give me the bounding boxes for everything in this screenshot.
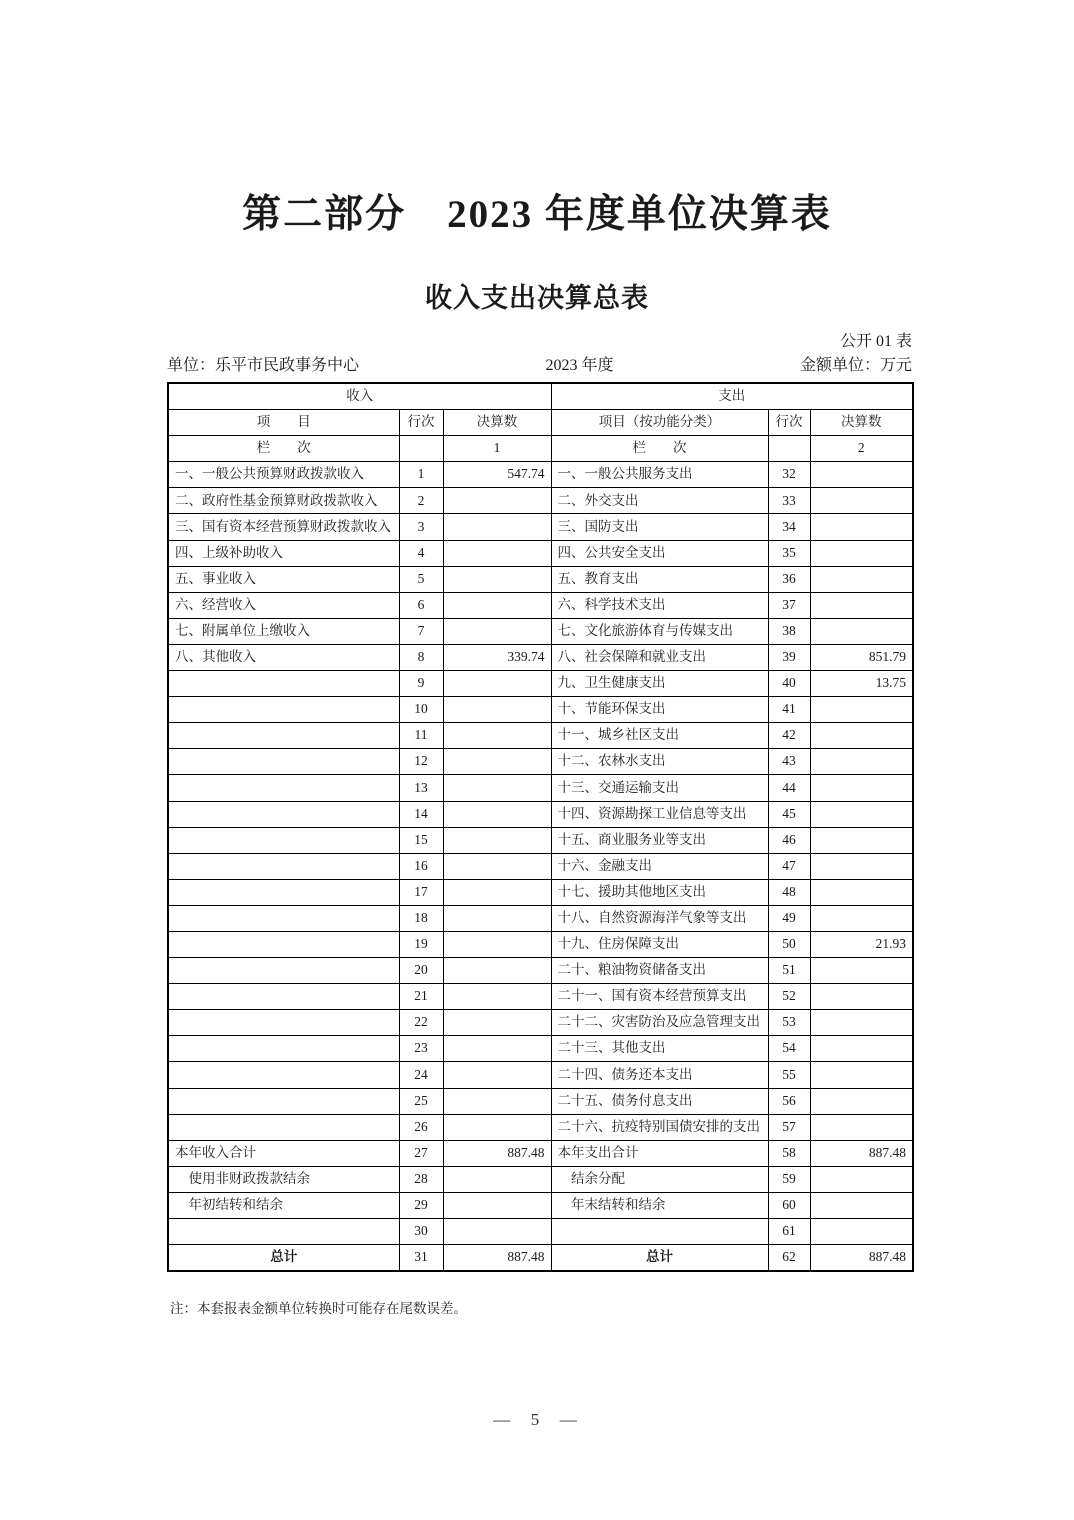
expense-item-cell: 十、节能环保支出: [551, 697, 768, 723]
income-expense-summary-table: [167, 382, 914, 1272]
expense-line-cell: 36: [768, 566, 810, 592]
table-title: 收入支出决算总表: [425, 283, 649, 313]
income-item-cell: [168, 1088, 399, 1114]
expense-lanci-line-cell: [768, 436, 810, 462]
expense-item-cell: 年末结转和结余: [551, 1192, 768, 1218]
income-value-cell: [443, 1219, 551, 1245]
income-line-cell: 23: [399, 1036, 443, 1062]
income-line-cell: 6: [399, 592, 443, 618]
income-item-cell: 六、经营收入: [168, 592, 399, 618]
expense-line-cell: 35: [768, 540, 810, 566]
income-item-cell: 四、上级补助收入: [168, 540, 399, 566]
income-line-column-header: 行次: [399, 410, 443, 436]
expense-value-column-header: 决算数: [810, 410, 913, 436]
income-value-cell: [443, 1192, 551, 1218]
expense-item-cell: 十四、资源勘探工业信息等支出: [551, 801, 768, 827]
expense-value-cell: [810, 749, 913, 775]
income-line-cell: 7: [399, 618, 443, 644]
income-value-cell: [443, 566, 551, 592]
expense-line-cell: 51: [768, 958, 810, 984]
table-row: [168, 1114, 913, 1140]
income-value-cell: [443, 749, 551, 775]
income-value-cell: [443, 1166, 551, 1192]
table-row: [168, 879, 913, 905]
income-value-cell: [443, 723, 551, 749]
expense-value-cell: [810, 514, 913, 540]
income-line-cell: 28: [399, 1166, 443, 1192]
expense-value-cell: [810, 1114, 913, 1140]
income-item-cell: 三、国有资本经营预算财政拨款收入: [168, 514, 399, 540]
expense-value-cell: [810, 801, 913, 827]
income-item-cell: 五、事业收入: [168, 566, 399, 592]
expense-value-cell: [810, 1062, 913, 1088]
income-value-cell: 887.48: [443, 1245, 551, 1272]
table-total-row: [168, 1245, 913, 1272]
expense-item-cell: 五、教育支出: [551, 566, 768, 592]
income-line-cell: 11: [399, 723, 443, 749]
income-line-cell: 14: [399, 801, 443, 827]
income-value-cell: [443, 853, 551, 879]
expense-value-cell: [810, 958, 913, 984]
income-item-cell: [168, 1010, 399, 1036]
expense-value-cell: 21.93: [810, 931, 913, 957]
expense-value-cell: [810, 697, 913, 723]
income-value-cell: [443, 1088, 551, 1114]
expense-item-cell: 九、卫生健康支出: [551, 671, 768, 697]
expense-item-cell: 一、一般公共服务支出: [551, 462, 768, 488]
public-table-label: 公开 01 表: [839, 333, 912, 350]
income-item-cell: 本年收入合计: [168, 1140, 399, 1166]
expense-value-cell: [810, 462, 913, 488]
expense-column-number: 2: [810, 436, 913, 462]
expense-item-cell: 本年支出合计: [551, 1140, 768, 1166]
income-item-cell: 七、附属单位上缴收入: [168, 618, 399, 644]
income-line-cell: 3: [399, 514, 443, 540]
income-item-cell: [168, 931, 399, 957]
expense-value-cell: [810, 853, 913, 879]
expense-item-cell: 八、社会保障和就业支出: [551, 644, 768, 670]
table-row: [168, 984, 913, 1010]
income-item-cell: [168, 749, 399, 775]
expense-line-cell: 42: [768, 723, 810, 749]
column-index-row: [168, 436, 913, 462]
expense-line-cell: 46: [768, 827, 810, 853]
expense-value-cell: 851.79: [810, 644, 913, 670]
expense-item-cell: 十五、商业服务业等支出: [551, 827, 768, 853]
expense-value-cell: [810, 879, 913, 905]
expense-item-cell: 二十五、债务付息支出: [551, 1088, 768, 1114]
expense-item-cell: 总计: [551, 1245, 768, 1272]
expense-line-cell: 33: [768, 488, 810, 514]
table-row: [168, 592, 913, 618]
income-section-header: 收入: [168, 383, 551, 410]
income-line-cell: 17: [399, 879, 443, 905]
expense-line-cell: 49: [768, 905, 810, 931]
income-item-cell: [168, 1036, 399, 1062]
table-row: [168, 723, 913, 749]
income-value-cell: [443, 801, 551, 827]
income-item-cell: 总计: [168, 1245, 399, 1272]
expense-item-cell: 结余分配: [551, 1166, 768, 1192]
table-row: [168, 1166, 913, 1192]
expense-line-cell: 48: [768, 879, 810, 905]
expense-line-cell: 40: [768, 671, 810, 697]
expense-item-cell: 二十一、国有资本经营预算支出: [551, 984, 768, 1010]
table-row: [168, 540, 913, 566]
expense-line-cell: 55: [768, 1062, 810, 1088]
income-column-number: 1: [443, 436, 551, 462]
income-line-cell: 15: [399, 827, 443, 853]
income-value-cell: 547.74: [443, 462, 551, 488]
expense-value-cell: [810, 1166, 913, 1192]
expense-value-cell: [810, 1219, 913, 1245]
table-row: [168, 905, 913, 931]
income-item-cell: [168, 775, 399, 801]
income-lanci-label: 栏 次: [168, 436, 399, 462]
table-row: [168, 671, 913, 697]
expense-item-cell: 四、公共安全支出: [551, 540, 768, 566]
income-item-cell: [168, 827, 399, 853]
income-value-cell: [443, 697, 551, 723]
expense-item-cell: 二十六、抗疫特别国债安排的支出: [551, 1114, 768, 1140]
table-row: [168, 488, 913, 514]
income-value-cell: [443, 1062, 551, 1088]
table-row: [168, 749, 913, 775]
expense-line-cell: 52: [768, 984, 810, 1010]
expense-line-cell: 50: [768, 931, 810, 957]
expense-value-cell: 887.48: [810, 1140, 913, 1166]
table-row: [168, 566, 913, 592]
expense-item-column-header: 项目（按功能分类）: [551, 410, 768, 436]
table-row: [168, 958, 913, 984]
income-line-cell: 19: [399, 931, 443, 957]
income-item-cell: 八、其他收入: [168, 644, 399, 670]
expense-line-cell: 53: [768, 1010, 810, 1036]
expense-item-cell: [551, 1219, 768, 1245]
expense-line-cell: 45: [768, 801, 810, 827]
expense-line-cell: 61: [768, 1219, 810, 1245]
table-row: [168, 827, 913, 853]
income-value-cell: [443, 1010, 551, 1036]
income-item-column-header: 项 目: [168, 410, 399, 436]
income-item-cell: 使用非财政拨款结余: [168, 1166, 399, 1192]
expense-item-cell: 二、外交支出: [551, 488, 768, 514]
income-item-cell: [168, 1062, 399, 1088]
income-value-cell: [443, 540, 551, 566]
income-line-cell: 13: [399, 775, 443, 801]
expense-item-cell: 十九、住房保障支出: [551, 931, 768, 957]
income-line-cell: 1: [399, 462, 443, 488]
expense-line-cell: 41: [768, 697, 810, 723]
expense-line-cell: 44: [768, 775, 810, 801]
income-item-cell: [168, 671, 399, 697]
expense-line-cell: 57: [768, 1114, 810, 1140]
expense-item-cell: 十一、城乡社区支出: [551, 723, 768, 749]
expense-item-cell: 二十三、其他支出: [551, 1036, 768, 1062]
income-value-cell: [443, 618, 551, 644]
income-value-cell: [443, 1114, 551, 1140]
income-line-cell: 25: [399, 1088, 443, 1114]
income-item-cell: [168, 801, 399, 827]
expense-line-cell: 39: [768, 644, 810, 670]
income-item-cell: [168, 984, 399, 1010]
table-row: [168, 618, 913, 644]
expense-value-cell: 13.75: [810, 671, 913, 697]
expense-line-cell: 43: [768, 749, 810, 775]
table-row: [168, 462, 913, 488]
expense-item-cell: 三、国防支出: [551, 514, 768, 540]
income-line-cell: 29: [399, 1192, 443, 1218]
income-item-cell: [168, 958, 399, 984]
expense-line-cell: 58: [768, 1140, 810, 1166]
income-item-cell: 二、政府性基金预算财政拨款收入: [168, 488, 399, 514]
expense-item-cell: 十二、农林水支出: [551, 749, 768, 775]
expense-line-cell: 54: [768, 1036, 810, 1062]
income-line-cell: 31: [399, 1245, 443, 1272]
income-value-cell: [443, 488, 551, 514]
expense-item-cell: 二十、粮油物资储备支出: [551, 958, 768, 984]
expense-line-cell: 56: [768, 1088, 810, 1114]
column-header-row: [168, 410, 913, 436]
expense-item-cell: 十八、自然资源海洋气象等支出: [551, 905, 768, 931]
income-value-cell: 887.48: [443, 1140, 551, 1166]
table-meta-row: [167, 352, 912, 375]
table-row: [168, 931, 913, 957]
income-value-cell: [443, 905, 551, 931]
amount-unit-label: 金额单位：万元: [799, 357, 912, 374]
expense-item-cell: 七、文化旅游体育与传媒支出: [551, 618, 768, 644]
income-line-cell: 24: [399, 1062, 443, 1088]
unit-label: 单位：乐平市民政事务中心: [167, 357, 360, 374]
table-row: [168, 1036, 913, 1062]
table-row: [168, 514, 913, 540]
income-value-cell: [443, 984, 551, 1010]
income-value-cell: [443, 514, 551, 540]
expense-item-cell: 十七、援助其他地区支出: [551, 879, 768, 905]
expense-value-cell: [810, 984, 913, 1010]
income-line-cell: 21: [399, 984, 443, 1010]
expense-value-cell: [810, 618, 913, 644]
expense-lanci-label: 栏 次: [551, 436, 768, 462]
income-value-cell: [443, 1036, 551, 1062]
income-line-cell: 5: [399, 566, 443, 592]
table-row: [168, 853, 913, 879]
expense-item-cell: 二十四、债务还本支出: [551, 1062, 768, 1088]
income-value-cell: [443, 775, 551, 801]
table-row: [168, 1140, 913, 1166]
income-line-cell: 18: [399, 905, 443, 931]
expense-value-cell: [810, 1192, 913, 1218]
expense-item-cell: 二十二、灾害防治及应急管理支出: [551, 1010, 768, 1036]
expense-value-cell: [810, 775, 913, 801]
table-row: [168, 1088, 913, 1114]
expense-item-cell: 十三、交通运输支出: [551, 775, 768, 801]
income-line-cell: 4: [399, 540, 443, 566]
expense-value-cell: [810, 488, 913, 514]
income-line-cell: 16: [399, 853, 443, 879]
income-item-cell: [168, 1219, 399, 1245]
expense-line-cell: 47: [768, 853, 810, 879]
income-item-cell: 一、一般公共预算财政拨款收入: [168, 462, 399, 488]
expense-item-cell: 六、科学技术支出: [551, 592, 768, 618]
income-value-cell: 339.74: [443, 644, 551, 670]
expense-value-cell: [810, 540, 913, 566]
expense-value-cell: [810, 1088, 913, 1114]
income-item-cell: [168, 853, 399, 879]
table-row: [168, 775, 913, 801]
expense-line-cell: 59: [768, 1166, 810, 1192]
year-label: 2023 年度: [545, 357, 614, 374]
expense-value-cell: [810, 1010, 913, 1036]
income-item-cell: [168, 723, 399, 749]
income-value-cell: [443, 592, 551, 618]
expense-value-cell: [810, 827, 913, 853]
expense-value-cell: [810, 592, 913, 618]
income-item-cell: 年初结转和结余: [168, 1192, 399, 1218]
expense-value-cell: [810, 566, 913, 592]
expense-line-cell: 38: [768, 618, 810, 644]
income-item-cell: [168, 1114, 399, 1140]
expense-value-cell: 887.48: [810, 1245, 913, 1272]
income-value-column-header: 决算数: [443, 410, 551, 436]
income-line-cell: 20: [399, 958, 443, 984]
footnote: 注：本套报表金额单位转换时可能存在尾数误差。: [170, 1301, 467, 1316]
section-header-row: [168, 383, 913, 410]
table-row: [168, 644, 913, 670]
income-value-cell: [443, 671, 551, 697]
income-item-cell: [168, 879, 399, 905]
table-row: [168, 1192, 913, 1218]
expense-line-column-header: 行次: [768, 410, 810, 436]
income-line-cell: 26: [399, 1114, 443, 1140]
income-line-cell: 8: [399, 644, 443, 670]
table-row: [168, 1219, 913, 1245]
expense-line-cell: 37: [768, 592, 810, 618]
table-row: [168, 697, 913, 723]
table-row: [168, 801, 913, 827]
income-value-cell: [443, 879, 551, 905]
income-line-cell: 22: [399, 1010, 443, 1036]
income-value-cell: [443, 827, 551, 853]
income-line-cell: 9: [399, 671, 443, 697]
table-row: [168, 1010, 913, 1036]
document-title: 第二部分 2023 年度单位决算表: [242, 193, 832, 236]
income-item-cell: [168, 905, 399, 931]
expense-value-cell: [810, 905, 913, 931]
expense-section-header: 支出: [551, 383, 913, 410]
expense-value-cell: [810, 723, 913, 749]
income-line-cell: 10: [399, 697, 443, 723]
table-row: [168, 1062, 913, 1088]
page-number: — 5 —: [493, 1410, 581, 1429]
income-value-cell: [443, 931, 551, 957]
income-line-cell: 27: [399, 1140, 443, 1166]
expense-value-cell: [810, 1036, 913, 1062]
expense-line-cell: 32: [768, 462, 810, 488]
expense-item-cell: 十六、金融支出: [551, 853, 768, 879]
expense-line-cell: 62: [768, 1245, 810, 1272]
expense-line-cell: 60: [768, 1192, 810, 1218]
income-line-cell: 2: [399, 488, 443, 514]
income-line-cell: 30: [399, 1219, 443, 1245]
income-item-cell: [168, 697, 399, 723]
income-value-cell: [443, 958, 551, 984]
expense-line-cell: 34: [768, 514, 810, 540]
income-line-cell: 12: [399, 749, 443, 775]
income-lanci-line-cell: [399, 436, 443, 462]
